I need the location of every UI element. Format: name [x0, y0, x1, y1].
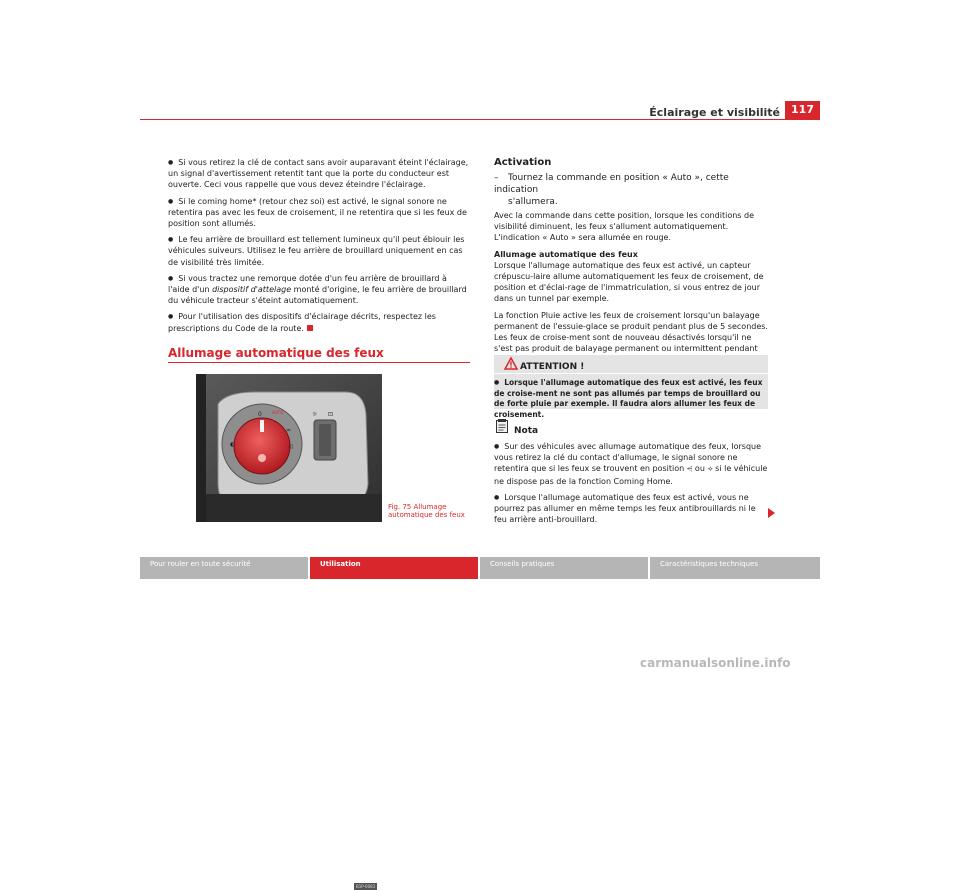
figure-code: B1P-0083 — [356, 884, 376, 889]
link-term: dispositif d'attelage — [212, 285, 292, 295]
nota-title: Nota — [514, 426, 539, 436]
nota-bullet — [494, 441, 770, 487]
section-rule — [168, 362, 470, 363]
end-of-section-icon — [307, 325, 313, 331]
step-text: Tournez la commande en position « Auto », cette indication — [494, 173, 729, 195]
step-text-continued: s'allumera. — [508, 197, 558, 207]
step-dash: – — [494, 173, 499, 183]
nota-bullet: ● Lorsque l'allumage automatique des feux est activé, vous ne pourrez pas allumer en même temps les feux antibrouillards ni le feu arrière anti-brouillard. — [494, 492, 770, 526]
section-heading: Allumage automatique des feux — [168, 346, 384, 360]
nota-body — [494, 441, 770, 530]
tab-practical-tips[interactable]: Conseils pratiques — [480, 557, 648, 579]
svg-text:◐: ◐ — [230, 441, 236, 448]
watermark: carmanualsonline.info — [640, 656, 791, 670]
auto-label: AUTO — [272, 410, 284, 415]
nota-text: ou — [692, 464, 708, 474]
next-page-arrow-icon — [768, 508, 775, 518]
warning-title: ATTENTION ! — [520, 362, 585, 372]
bullet-item — [168, 273, 470, 307]
bullet-item: ● Le feu arrière de brouillard est tellement lumineux qu'il peut éblouir les véhicules suiveurs. Utilisez le feu arrière de brouillard uniquement en cas de visibilité très limitée. — [168, 234, 470, 268]
light-switch-illustration — [196, 374, 382, 522]
nota-text: Sur des véhicules avec allumage automatique des feux, lorsque vous retirez la clé du contact d'allumage, le signal sonore ne retentira que si les feux se trouvent en position — [494, 442, 762, 474]
bullet-text: Si vous tractez une remorque dotée d'un feu arrière de brouillard à l'aide d'un — [168, 273, 447, 295]
tab-safety[interactable]: Pour rouler en toute sécurité — [140, 557, 308, 579]
bullet-item: ● Si vous retirez la clé de contact sans avoir auparavant éteint l'éclairage, un signal d'avertissement retentit tant que la porte du conducteur est ouverte. Ceci vous rappelle que vous devez éteindre l'éclairage. — [168, 157, 470, 191]
svg-text:0: 0 — [258, 411, 262, 418]
svg-text:≍: ≍ — [286, 427, 292, 434]
subheading: Allumage automatique des feux — [494, 249, 638, 259]
activation-heading: Activation — [494, 157, 552, 168]
svg-text:⊡: ⊡ — [328, 411, 334, 418]
instruction-step — [494, 172, 774, 208]
svg-text:☼: ☼ — [312, 411, 318, 418]
nota-text: si le véhicule ne dispose pas de la fonction Coming Home. — [494, 464, 768, 486]
notepad-icon — [496, 419, 508, 433]
position-light-icon: ⩤ — [686, 465, 693, 474]
paragraph: La fonction Pluie active les feux de croisement lorsqu'un balayage permanent de l'essuie-glace se produit pendant plus de 5 secondes. Les feux de croise-ment sont de nouveau désactivés lorsqu'il ne s'est pas produit de balayage permanent ou intermittent pendant — [494, 310, 768, 354]
warning-text: ● Lorsque l'allumage automatique des feux est activé, les feux de croise-ment ne sont pas allumés par temps de brouillard ou de forte pluie par exemple. Il faudra alors allumer les feux de croisement. — [494, 378, 768, 420]
header-rule — [140, 119, 820, 120]
right-column-body — [494, 210, 770, 371]
page-section-title: Éclairage et visibilité — [649, 106, 780, 119]
page-number: 117 — [785, 101, 820, 119]
paragraph: Avec la commande dans cette position, lorsque les conditions de visibilité diminuent, les feux s'allument automatiquement. L'indication « Auto » sera allumée en rouge. — [494, 211, 754, 243]
figure-caption: Fig. 75 Allumage automatique des feux — [388, 503, 465, 519]
paragraph: Lorsque l'allumage automatique des feux est activé, un capteur crépuscu-laire allume automatiquement les feux de croisement, de position et d'éclai-rage de l'immatriculation, si vous entrez de jour dans un tunnel par exemple. — [494, 260, 764, 304]
bullet-item — [168, 311, 470, 333]
warning-triangle-icon — [504, 357, 518, 370]
bullet-text: monté d'origine, le feu arrière de brouillard du véhicule tracteur s'éteint automatiquement. — [168, 285, 467, 306]
low-beam-icon: ⟢ — [707, 465, 713, 474]
tab-technical-specs[interactable]: Caractéristiques techniques — [650, 557, 820, 579]
svg-text:◁: ◁ — [288, 443, 293, 450]
tab-usage[interactable]: Utilisation — [310, 557, 478, 579]
bullet-item: ● Si le coming home* (retour chez soi) est activé, le signal sonore ne retentira pas avec les feux de croisement, il ne retentira que si les feux de position sont allumés. — [168, 196, 470, 230]
left-column — [168, 157, 470, 339]
footer-navigation — [140, 557, 820, 579]
bullet-text: Pour l'utilisation des dispositifs d'éclairage décrits, respectez les prescriptions du Code de la route. — [168, 312, 436, 333]
